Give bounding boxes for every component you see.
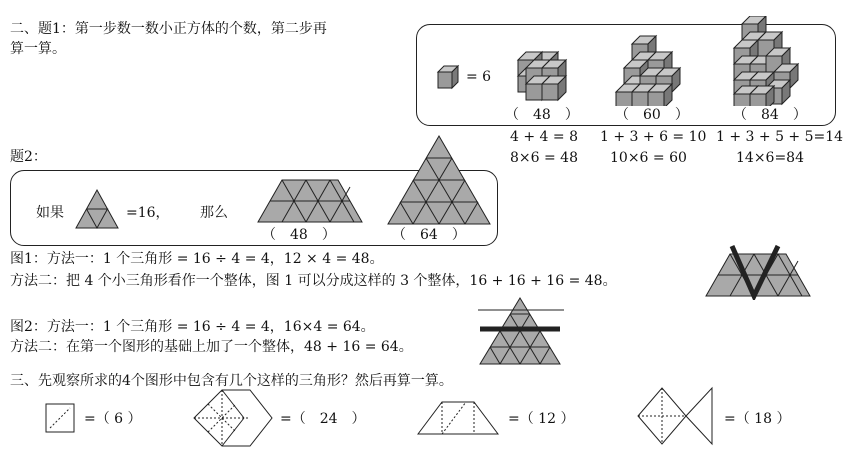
- answer-shape-1: =（ 6 ）: [84, 411, 142, 427]
- bowtie-shape-figure: [636, 386, 716, 446]
- square-diagonal-figure: [44, 402, 76, 434]
- big-triangle-figure: [386, 134, 492, 226]
- answer-blank-cube-2: （ 60 ）: [615, 107, 689, 123]
- cube-block-figure-3: [730, 16, 806, 106]
- answer-shape-2: =（ 24 ）: [280, 411, 366, 427]
- trapezoid-outline-figure: [416, 400, 500, 436]
- cube-icon: [438, 66, 458, 88]
- calc-cube-1-step2: 8×6 = 48: [510, 150, 578, 166]
- fig1-method2: 方法二：把 4 个小三角形看作一个整体，图 1 可以分成这样的 3 个整体，16 + 16 + 16 = 48。: [10, 273, 617, 289]
- answer-shape-4: =（ 18 ）: [724, 411, 791, 427]
- fig1-method1: 图1：方法一：1 个三角形 = 16 ÷ 4 = 4，12 × 4 = 48。: [10, 251, 384, 267]
- trapezoid-split-figure: [704, 244, 814, 300]
- calc-cube-3-step2: 14×6=84: [736, 150, 804, 166]
- problem2-label: 题2：: [10, 149, 47, 165]
- answer-blank-figure-2: （ 64 ）: [392, 227, 466, 243]
- cube-block-figure-1: [514, 48, 574, 104]
- triangle-value-text: =16，: [126, 205, 170, 221]
- calc-cube-2-step1: 1 + 3 + 6 = 10: [600, 129, 707, 145]
- triangle-split-figure: [476, 296, 566, 366]
- answer-shape-3: =（ 12 ）: [508, 411, 575, 427]
- calc-cube-2-step2: 10×6 = 60: [610, 150, 687, 166]
- if-text: 如果: [36, 205, 64, 221]
- small-triangle-unit: [74, 188, 120, 230]
- problem1-intro-line1: 二、题1：第一步数一数小正方体的个数，第二步再: [10, 21, 327, 37]
- then-text: 那么: [200, 205, 228, 221]
- calc-cube-3-step1: 1 + 3 + 5 + 5=14: [716, 129, 844, 145]
- answer-blank-cube-3: （ 84 ）: [733, 107, 807, 123]
- single-cube-figure: [434, 62, 464, 92]
- unit-cube-equation: = 6: [466, 69, 492, 85]
- trapezoid-triangle-figure: [256, 178, 366, 224]
- problem1-intro-line2: 算一算。: [10, 41, 66, 57]
- fig2-method2: 方法二：在第一个图形的基础上加了一个整体，48 + 16 = 64。: [10, 339, 413, 355]
- fig2-method1: 图2：方法一：1 个三角形 = 16 ÷ 4 = 4，16×4 = 64。: [10, 319, 375, 335]
- problem3-title: 三、先观察所求的4个图形中包含有几个这样的三角形？然后再算一算。: [10, 373, 453, 389]
- calc-cube-1-step1: 4 + 4 = 8: [510, 129, 578, 145]
- answer-blank-cube-1: （ 48 ）: [505, 107, 579, 123]
- answer-blank-figure-1: （ 48 ）: [262, 227, 336, 243]
- fan-shape-figure: [192, 388, 276, 448]
- cube-block-figure-2: [612, 30, 692, 106]
